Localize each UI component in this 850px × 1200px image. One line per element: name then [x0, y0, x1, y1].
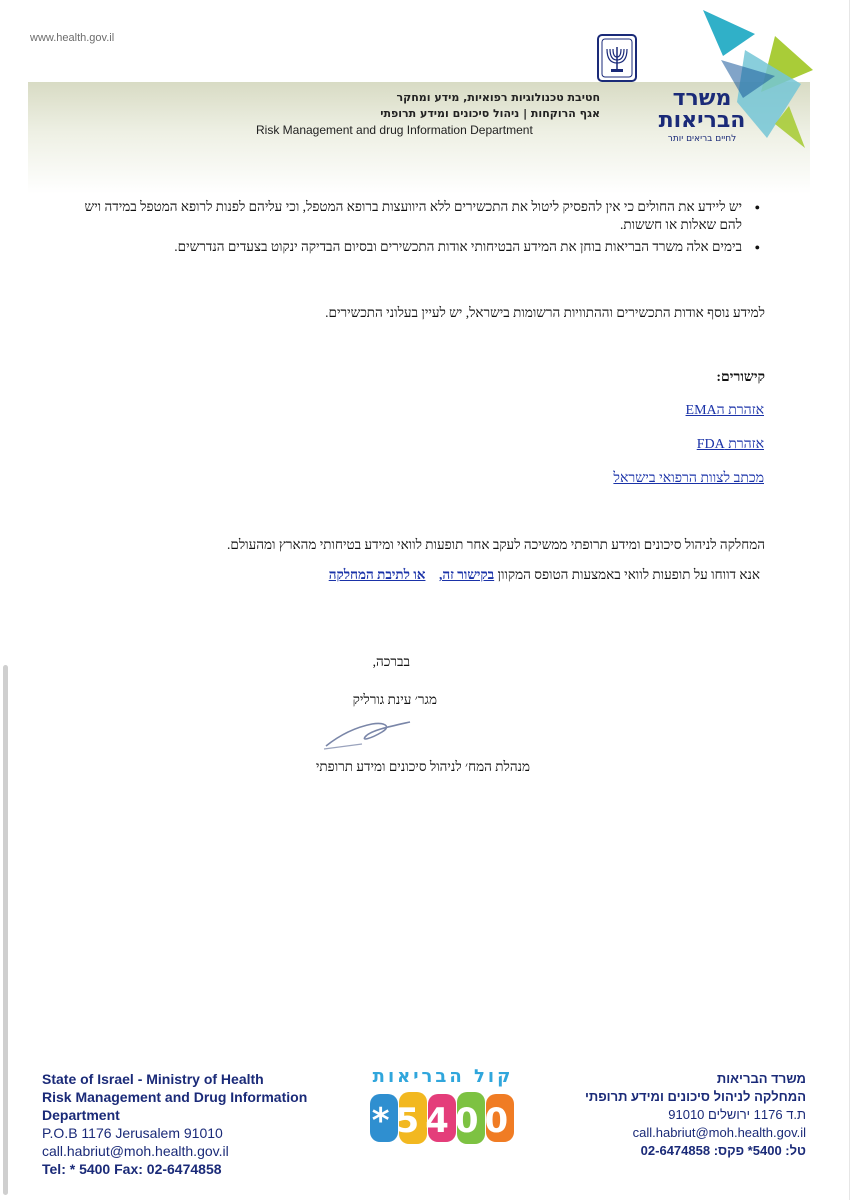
- footer-he-phone: טל: 5400* פקס: 02-6474858: [640, 1143, 806, 1158]
- logo-tagline: לחיים בריאים יותר: [667, 134, 737, 144]
- medical-staff-letter-link[interactable]: מכתב לצוות הרפואי בישראל: [613, 471, 764, 486]
- report-form-link[interactable]: בקישור זה,: [438, 567, 495, 582]
- footer-en-line: Department: [42, 1107, 120, 1123]
- logo-line-1: משרד: [672, 86, 732, 111]
- department-mailbox-link[interactable]: או לתיבת המחלקה: [328, 567, 426, 582]
- footer-en-line: Risk Management and Drug Information: [42, 1089, 308, 1105]
- signature-icon: [322, 716, 414, 752]
- kol-habriut-logo: [368, 1066, 518, 1146]
- site-url: www.health.gov.il: [30, 32, 115, 44]
- report-instructions: [60, 567, 760, 583]
- department-statement: המחלקה לניהול סיכונים ומידע תרופתי ממשיכה לעקב אחר תופעות לוואי ומידע בטיחותי מהארץ ומהעולם.: [227, 537, 765, 552]
- department-heading: [250, 90, 600, 138]
- department-name-en: Risk Management and drug Information Department: [256, 123, 533, 137]
- footer-he-line: ת.ד 1176 ירושלים 91010: [668, 1107, 806, 1122]
- footer-he-line: המחלקה לניהול סיכונים ומידע תרופתי: [584, 1089, 806, 1104]
- kol-number-graphic: [368, 1090, 518, 1146]
- division-name: חטיבת טכנולוגיות רפואיות, מידע ומחקר: [396, 91, 600, 104]
- signer-name: מגר׳ עינת גורליק: [352, 692, 437, 707]
- footer-hebrew: [560, 1070, 806, 1160]
- links-title: קישורים:: [716, 370, 765, 385]
- footer-english: [42, 1070, 362, 1178]
- footer-en-phone: Tel: * 5400 Fax: 02-6474858: [42, 1161, 222, 1177]
- scrollbar[interactable]: [3, 665, 8, 1195]
- branch-name: אגף הרוקחות | ניהול סיכונים ומידע תרופתי: [380, 107, 600, 120]
- bullet-list: [60, 198, 760, 260]
- kol-title: קול הבריאות: [372, 1066, 514, 1087]
- list-item: ● יש ליידע את החולים כי אין להפסיק ליטול את התכשירים ללא היוועצות ברופא המטפל, וכי עליהם לפנות לרופא המטפל במידה ויש להם שאלות או חששות.: [60, 198, 760, 234]
- ema-warning-link[interactable]: אזהרת הEMA: [685, 403, 764, 418]
- list-item: ● בימים אלה משרד הבריאות בוחן את המידע הבטיחותי אודות התכשירים ובסיום הבדיקה ינקוט בצעדים הנדרשים.: [60, 238, 760, 256]
- fda-warning-link[interactable]: אזהרת FDA: [696, 437, 764, 452]
- logo-line-2: הבריאות: [658, 108, 746, 133]
- footer-he-email: call.habriut@moh.health.gov.il: [632, 1125, 806, 1140]
- signer-title: מנהלת המח׳ לניהול סיכונים ומידע תרופתי: [315, 759, 530, 774]
- kol-number: *5400: [371, 1101, 515, 1141]
- footer-en-line: State of Israel - Ministry of Health: [42, 1071, 264, 1087]
- footer-en-line: P.O.B 1176 Jerusalem 91010: [42, 1125, 223, 1141]
- closing: בברכה,: [372, 654, 410, 669]
- report-text: אנא דווחו על תופעות לוואי באמצעות הטופס המקוון: [497, 567, 760, 582]
- more-info-text: למידע נוסף אודות התכשירים וההתוויות הרשומות בישראל, יש לעיין בעלוני התכשירים.: [325, 305, 765, 320]
- footer-he-line: משרד הבריאות: [716, 1071, 806, 1086]
- footer-en-email: call.habriut@moh.health.gov.il: [42, 1143, 229, 1159]
- ministry-logo-text: [622, 88, 782, 146]
